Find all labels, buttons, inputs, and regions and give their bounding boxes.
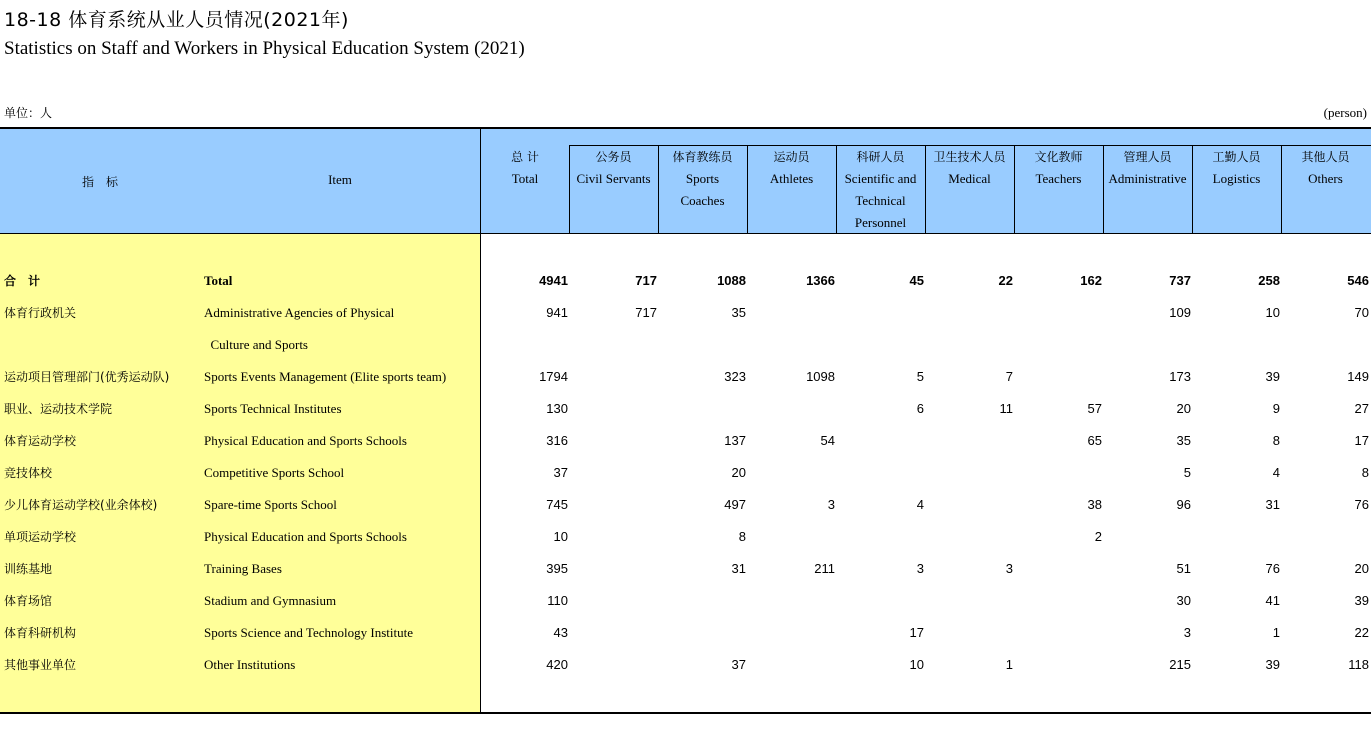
unit-label-en: (person): [1323, 105, 1367, 120]
row-label-en: Administrative Agencies of Physical: [204, 305, 395, 320]
cell-value: 17: [1354, 433, 1369, 448]
row-label-cn: 竞技体校: [4, 466, 53, 480]
table-row: [0, 393, 1371, 425]
table-row: [0, 649, 1371, 681]
column-header: [569, 146, 658, 190]
column-header-en: Teachers: [1035, 171, 1082, 186]
column-header-en: Civil Servants: [576, 171, 651, 186]
table-row: [0, 265, 1371, 297]
cell-value: 323: [724, 369, 746, 384]
column-header: [1192, 146, 1281, 190]
cell-value: 76: [1265, 561, 1280, 576]
row-label-en: Other Institutions: [204, 657, 296, 672]
cell-value: 43: [553, 625, 568, 640]
cell-value: 41: [1265, 593, 1280, 608]
cell-value: 941: [546, 305, 568, 320]
row-label-en: Culture and Sports: [204, 337, 308, 352]
cell-value: 5: [916, 369, 924, 384]
cell-value: 9: [1272, 401, 1280, 416]
cell-value: 96: [1176, 497, 1191, 512]
cell-value: 11: [999, 401, 1013, 416]
cell-value: 211: [814, 561, 835, 576]
cell-value: 31: [731, 561, 746, 576]
cell-value: 173: [1169, 369, 1191, 384]
cell-value: 35: [1176, 433, 1191, 448]
row-label-en: Sports Technical Institutes: [204, 401, 342, 416]
column-header: [747, 146, 836, 190]
cell-value: 717: [635, 273, 657, 288]
row-label-en: Training Bases: [204, 561, 282, 576]
row-label-en: Stadium and Gymnasium: [204, 593, 337, 608]
cell-value: 8: [1272, 433, 1280, 448]
cell-value: 39: [1265, 369, 1280, 384]
cell-value: 39: [1265, 657, 1280, 672]
row-label-cn: 体育科研机构: [4, 626, 77, 640]
cell-value: 1366: [806, 273, 835, 288]
item-header-en: Item: [328, 172, 352, 187]
cell-value: 395: [546, 561, 568, 576]
row-label-en: Total: [204, 273, 233, 288]
column-header: [1281, 146, 1370, 190]
table-top-border: [0, 127, 1371, 129]
row-label-en: Sports Science and Technology Institute: [204, 625, 413, 640]
cell-value: 7: [1005, 369, 1013, 384]
row-label-cn: 少儿体育运动学校(业余体校): [4, 498, 158, 512]
unit-label-cn: 单位：人: [4, 106, 53, 120]
row-label-cn: 体育运动学校: [4, 434, 77, 448]
cell-value: 2: [1094, 529, 1102, 544]
row-label-en: Physical Education and Sports Schools: [204, 433, 407, 448]
cell-value: 35: [731, 305, 746, 320]
row-label-en: Spare-time Sports School: [204, 497, 337, 512]
cell-value: 3: [827, 497, 835, 512]
cell-value: 1: [1005, 657, 1013, 672]
column-header: [836, 146, 925, 234]
cell-value: 5: [1183, 465, 1191, 480]
cell-value: 4941: [539, 273, 568, 288]
total-header: [481, 146, 569, 190]
row-label-cn: 其他事业单位: [4, 658, 77, 672]
cell-value: 1794: [539, 369, 568, 384]
table-row: [0, 617, 1371, 649]
cell-value: 45: [909, 273, 924, 288]
column-header-en: Others: [1308, 171, 1343, 186]
row-label-cn: 合 计: [4, 274, 41, 288]
column-header: [1014, 146, 1103, 190]
column-header-cn: 工勤人员: [1212, 150, 1261, 164]
table-row: [0, 457, 1371, 489]
cell-value: 37: [553, 465, 568, 480]
cell-value: 54: [820, 433, 835, 448]
table-row: [0, 553, 1371, 585]
cell-value: 37: [731, 657, 746, 672]
cell-value: 109: [1169, 305, 1191, 320]
row-label-cn: 训练基地: [4, 562, 53, 576]
indicator-header-cn: 指 标: [82, 175, 119, 189]
cell-value: 162: [1080, 273, 1102, 288]
cell-value: 51: [1176, 561, 1191, 576]
table-row: [0, 329, 1371, 361]
column-header-cn: 文化教师: [1034, 150, 1083, 164]
cell-value: 8: [1361, 465, 1369, 480]
column-header-cn: 卫生技术人员: [933, 150, 1006, 164]
cell-value: 110: [547, 593, 568, 608]
cell-value: 420: [546, 657, 568, 672]
cell-value: 3: [916, 561, 924, 576]
table-row: [0, 585, 1371, 617]
table-bottom-border: [0, 712, 1371, 714]
total-header-cn: 总 计: [511, 150, 539, 164]
column-header-en: Logistics: [1212, 171, 1261, 186]
column-header: [658, 146, 747, 212]
cell-value: 17: [909, 625, 924, 640]
cell-value: 6: [916, 401, 924, 416]
cell-value: 31: [1265, 497, 1280, 512]
cell-value: 27: [1354, 401, 1369, 416]
table-row: [0, 489, 1371, 521]
table-row: [0, 361, 1371, 393]
cell-value: 1098: [806, 369, 835, 384]
cell-value: 4: [916, 497, 924, 512]
column-header-en: Athletes: [769, 171, 814, 186]
column-header: [1103, 146, 1192, 190]
cell-value: 22: [998, 273, 1013, 288]
cell-value: 149: [1347, 369, 1369, 384]
cell-value: 4: [1272, 465, 1280, 480]
cell-value: 20: [1176, 401, 1191, 416]
row-label-cn: 体育行政机关: [4, 306, 77, 320]
cell-value: 30: [1176, 593, 1191, 608]
cell-value: 10: [1265, 305, 1280, 320]
table-row: [0, 297, 1371, 329]
row-label-en: Physical Education and Sports Schools: [204, 529, 407, 544]
table-row: [0, 425, 1371, 457]
cell-value: 745: [546, 497, 568, 512]
cell-value: 1: [1272, 625, 1280, 640]
row-label-cn: 运动项目管理部门(优秀运动队): [4, 370, 170, 384]
column-header-en: Scientific and Technical Personnel: [844, 171, 917, 230]
column-header-cn: 运动员: [773, 150, 810, 164]
cell-value: 70: [1354, 305, 1369, 320]
cell-value: 10: [909, 657, 924, 672]
cell-value: 258: [1258, 273, 1280, 288]
column-header: [925, 146, 1014, 190]
column-header-cn: 科研人员: [856, 150, 905, 164]
cell-value: 39: [1354, 593, 1369, 608]
row-label-cn: 职业、运动技术学院: [4, 402, 113, 416]
row-label-en: Competitive Sports School: [204, 465, 345, 480]
column-header-cn: 管理人员: [1123, 150, 1172, 164]
table-title-cn: 18-18 体育系统从业人员情况(2021年): [4, 9, 349, 31]
column-header-en: Administrative: [1108, 171, 1187, 186]
column-header-cn: 体育教练员: [672, 150, 733, 164]
column-header-en: Medical: [948, 171, 991, 186]
total-header-en: Total: [511, 171, 539, 186]
cell-value: 65: [1087, 433, 1102, 448]
table-title-en: Statistics on Staff and Workers in Physical Education System (2021): [4, 38, 525, 59]
column-header-en: Sports Coaches: [680, 171, 725, 208]
cell-value: 20: [731, 465, 746, 480]
cell-value: 737: [1169, 273, 1191, 288]
cell-value: 316: [546, 433, 568, 448]
cell-value: 546: [1347, 273, 1369, 288]
cell-value: 130: [546, 401, 568, 416]
cell-value: 3: [1005, 561, 1013, 576]
cell-value: 38: [1087, 497, 1102, 512]
cell-value: 215: [1169, 657, 1191, 672]
row-label-en: Sports Events Management (Elite sports team): [204, 369, 447, 384]
cell-value: 20: [1354, 561, 1369, 576]
cell-value: 717: [635, 305, 657, 320]
row-label-cn: 体育场馆: [4, 594, 53, 608]
header-bottom-border: [0, 233, 1371, 234]
cell-value: 137: [724, 433, 746, 448]
cell-value: 1088: [717, 273, 746, 288]
cell-value: 10: [553, 529, 568, 544]
cell-value: 76: [1354, 497, 1369, 512]
cell-value: 3: [1183, 625, 1191, 640]
cell-value: 22: [1354, 625, 1369, 640]
column-header-cn: 其他人员: [1301, 150, 1350, 164]
cell-value: 8: [738, 529, 746, 544]
cell-value: 497: [724, 497, 746, 512]
table-row: [0, 521, 1371, 553]
cell-value: 118: [1348, 657, 1369, 672]
column-header-cn: 公务员: [595, 150, 632, 164]
row-label-cn: 单项运动学校: [4, 530, 77, 544]
cell-value: 57: [1087, 401, 1102, 416]
